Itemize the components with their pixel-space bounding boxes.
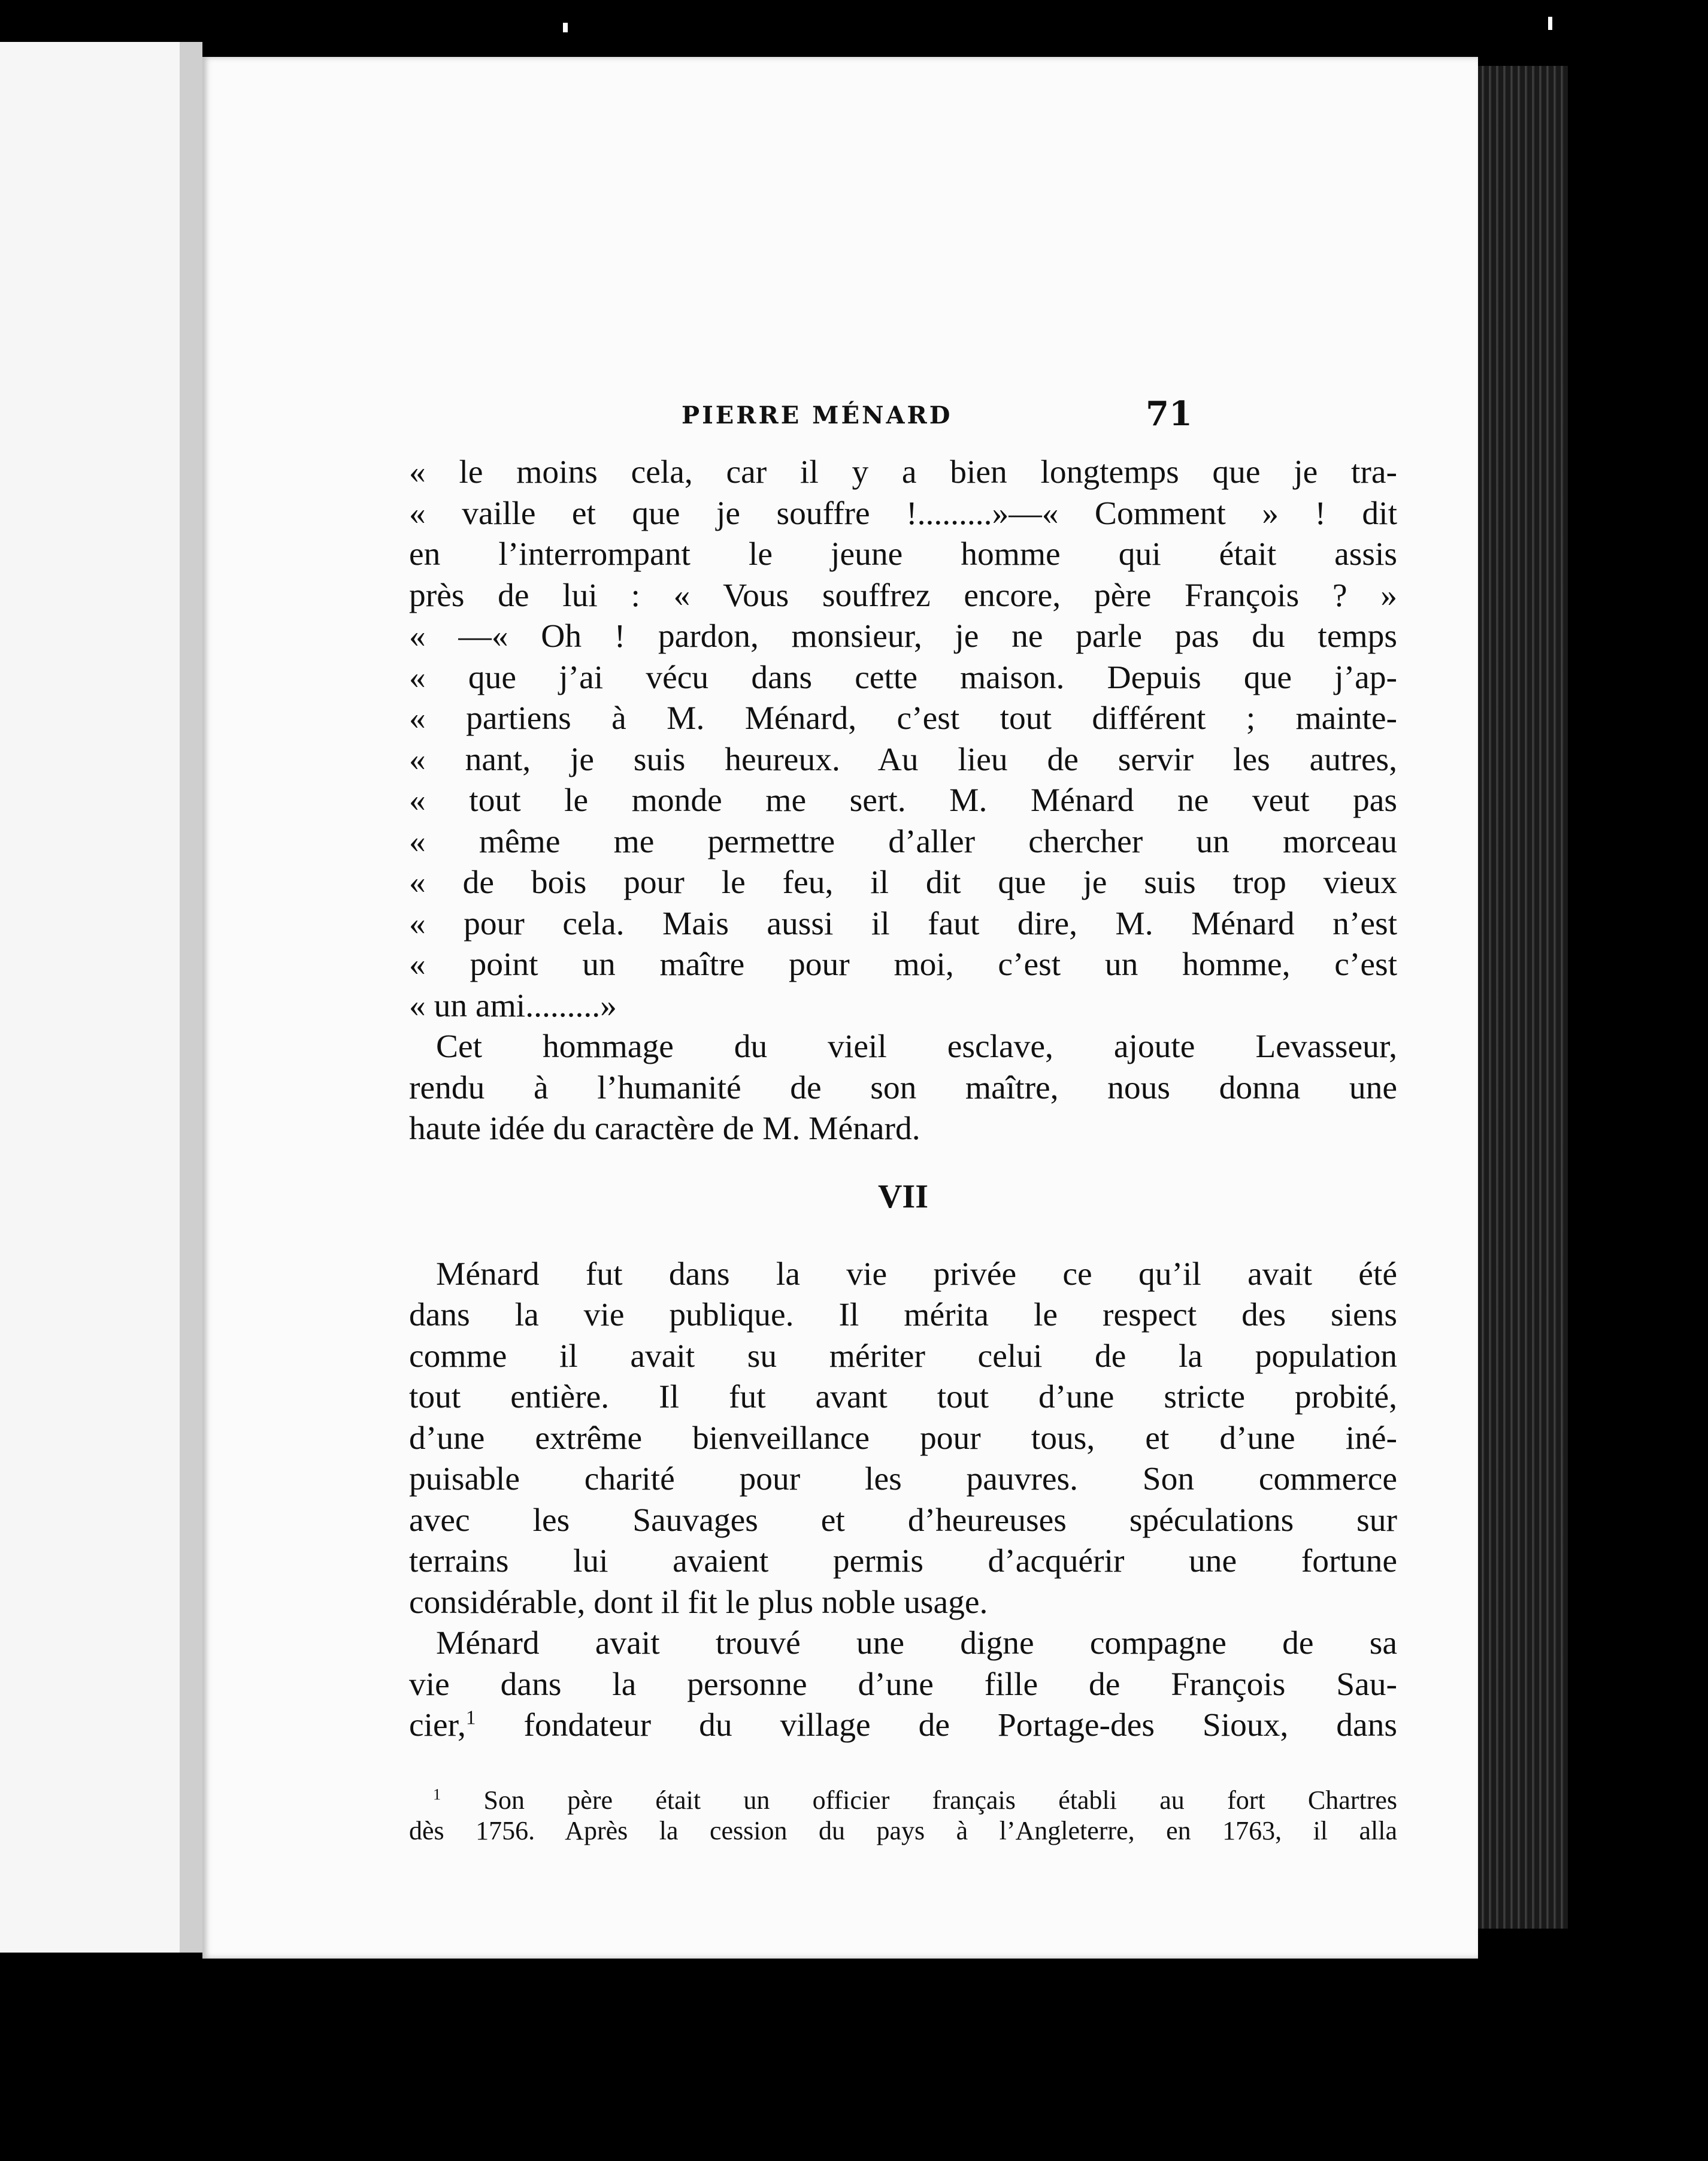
text-line: vie dans la personne d’une fille de François Sau- <box>409 1666 1397 1703</box>
text-line: « que j’ai vécu dans cette maison. Depuis que j’ap- <box>409 659 1397 696</box>
footnote <box>409 1785 1397 1846</box>
text-line: Ménard avait trouvé une digne compagne de sa <box>436 1625 1397 1661</box>
text-line: « tout le monde me sert. M. Ménard ne veut pas <box>409 782 1397 819</box>
running-head <box>202 395 1478 443</box>
text-fragment: cier, <box>409 1707 466 1744</box>
text-line: terrains lui avaient permis d’acquérir une fortune <box>409 1543 1397 1579</box>
scan-speck <box>1548 17 1552 30</box>
text-line: « le moins cela, car il y a bien longtemps que je tra- <box>409 454 1397 491</box>
text-line: considérable, dont il fit le plus noble usage. <box>409 1584 988 1621</box>
text-line: comme il avait su mériter celui de la population <box>409 1337 1397 1375</box>
text-line: « point un maître pour moi, c’est un homme, c’est <box>409 946 1397 983</box>
text-line: « de bois pour le feu, il dit que je suis trop vieux <box>409 864 1397 901</box>
text-line: près de lui : « Vous souffrez encore, père François ? » <box>409 577 1397 614</box>
text-fragment: fondateur du village de Portage-des Sioux, dans <box>523 1707 1398 1744</box>
text-line: Ménard fut dans la vie privée ce qu’il avait été <box>436 1255 1397 1293</box>
text-line: « pour cela. Mais aussi il faut dire, M. Ménard n’est <box>409 905 1397 942</box>
text-line: « un ami.........» <box>409 987 617 1024</box>
text-line: Cet hommage du vieil esclave, ajoute Levasseur, <box>436 1028 1397 1065</box>
scan-background <box>1568 0 1708 2161</box>
page-edges <box>1478 66 1568 1929</box>
text-line: puisable charité pour les pauvres. Son commerce <box>409 1461 1397 1497</box>
footnote-reference: 1 <box>465 1706 476 1729</box>
text-line: « vaille et que je souffre !.........»—« Comment » ! dit <box>409 495 1397 532</box>
text-line: en l’interrompant le jeune homme qui était assis <box>409 536 1397 573</box>
left-page-edge <box>0 42 180 1953</box>
text-line: « nant, je suis heureux. Au lieu de servir les autres, <box>409 741 1397 778</box>
text-line: tout entière. Il fut avant tout d’une stricte probité, <box>409 1379 1397 1415</box>
text-line: d’une extrême bienveillance pour tous, et d’une iné- <box>409 1420 1397 1457</box>
footnote-marker: 1 <box>433 1785 441 1803</box>
text-line: « même me permettre d’aller chercher un morceau <box>409 823 1397 860</box>
main-text <box>409 452 1397 1747</box>
book-gutter <box>180 42 202 1953</box>
book-page <box>202 57 1478 1959</box>
footnote-line <box>409 1785 1397 1815</box>
text-line: haute idée du caractère de M. Ménard. <box>409 1110 920 1147</box>
running-title: PIERRE MÉNARD <box>682 401 953 429</box>
footnote-text: Son père était un officier français établi au fort Chartres <box>483 1785 1397 1815</box>
text-line: « partiens à M. Ménard, c’est tout différent ; mainte- <box>409 700 1397 737</box>
text-line: dans la vie publique. Il mérita le respect des siens <box>409 1297 1397 1333</box>
text-line: rendu à l’humanité de son maître, nous donna une <box>409 1069 1397 1106</box>
text-line: « —« Oh ! pardon, monsieur, je ne parle pas du temps <box>409 618 1397 655</box>
page-number: 71 <box>1146 394 1192 434</box>
text-line-with-note <box>409 1705 1397 1747</box>
section-heading: VII <box>877 1178 929 1215</box>
text-line: avec les Sauvages et d’heureuses spéculations sur <box>409 1502 1397 1539</box>
footnote-line: dès 1756. Après la cession du pays à l’Angleterre, en 1763, il alla <box>409 1816 1397 1845</box>
scan-speck <box>563 23 568 32</box>
